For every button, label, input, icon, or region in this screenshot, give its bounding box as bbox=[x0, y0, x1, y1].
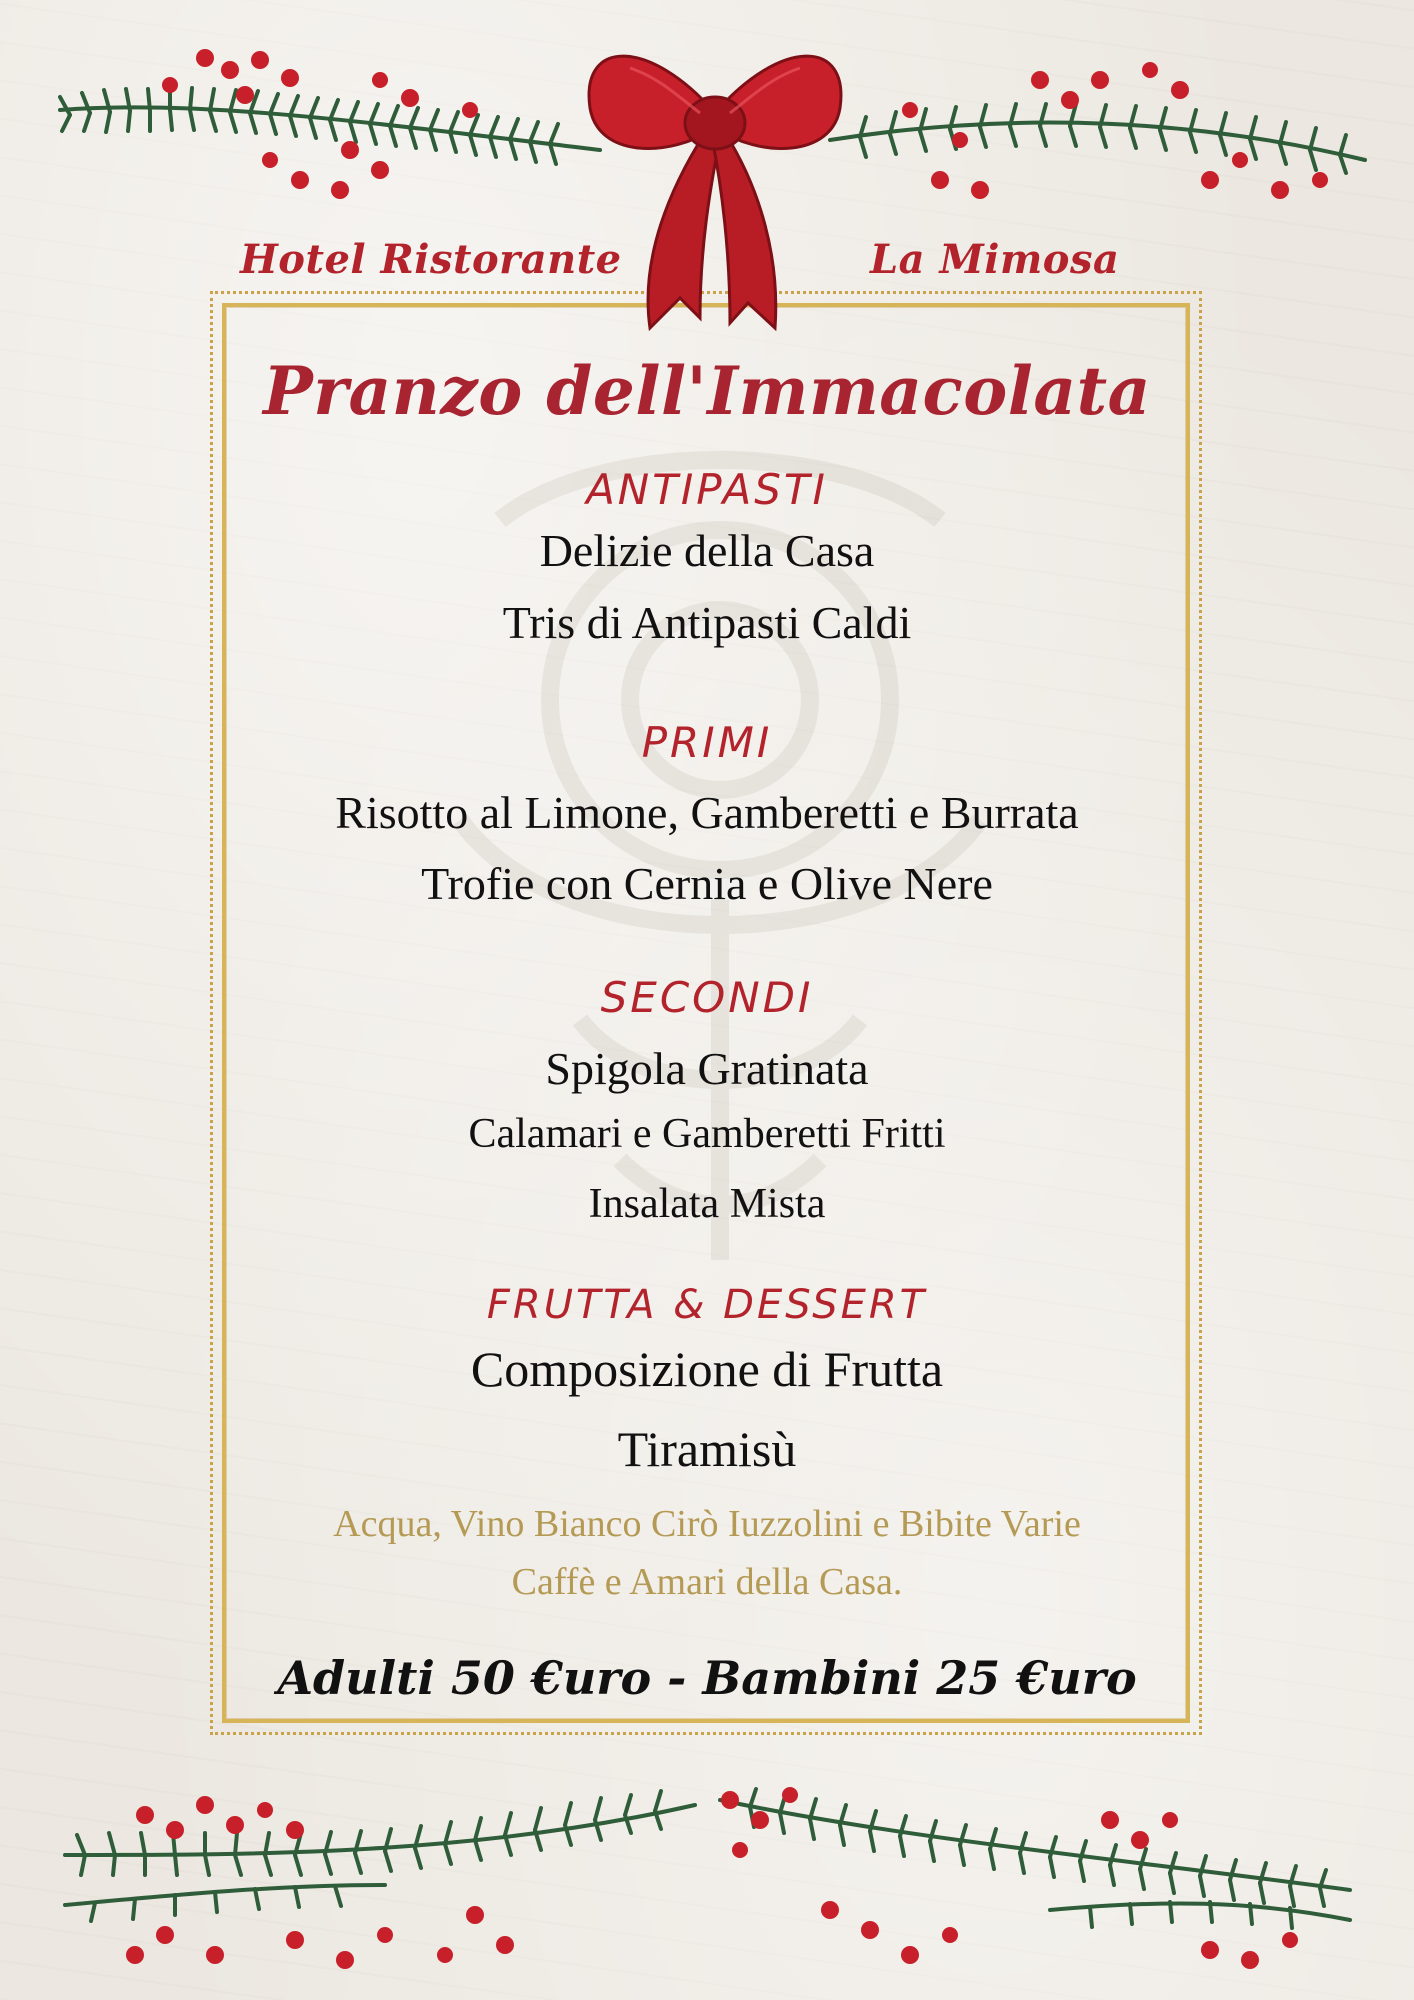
dish-item: Composizione di Frutta bbox=[470, 1341, 944, 1397]
pine-garland-top-right bbox=[820, 40, 1380, 220]
pine-garland-bottom-left bbox=[55, 1785, 705, 1985]
dish-item: Tris di Antipasti Caldi bbox=[502, 597, 912, 648]
price-line: Adulti 50 €uro - Bambini 25 €uro bbox=[277, 1651, 1137, 1705]
dish-item: Delizie della Casa bbox=[539, 525, 875, 576]
drinks-line: Acqua, Vino Bianco Cirò Iuzzolini e Bibite Varie bbox=[333, 1503, 1081, 1545]
section-heading-primi: PRIMI bbox=[641, 718, 773, 767]
section-heading-frutta-dessert: FRUTTA & DESSERT bbox=[486, 1282, 928, 1328]
section-heading-secondi: SECONDI bbox=[600, 973, 814, 1022]
dish-item: Spigola Gratinata bbox=[545, 1043, 869, 1094]
brand-name-right: La Mimosa bbox=[870, 236, 1120, 283]
dish-item: Insalata Mista bbox=[588, 1181, 826, 1227]
pine-garland-bottom-right bbox=[710, 1780, 1360, 1980]
brand-name-left: Hotel Ristorante bbox=[240, 236, 622, 283]
dish-item: Calamari e Gamberetti Fritti bbox=[468, 1111, 946, 1157]
coffee-line: Caffè e Amari della Casa. bbox=[511, 1561, 903, 1603]
menu-title: Pranzo dell'Immacolata bbox=[263, 352, 1151, 430]
dish-item: Trofie con Cernia e Olive Nere bbox=[421, 858, 993, 909]
pine-garland-top-left bbox=[50, 40, 610, 220]
section-heading-antipasti: ANTIPASTI bbox=[586, 465, 828, 514]
dish-item: Tiramisù bbox=[617, 1421, 797, 1477]
red-ribbon-bow bbox=[570, 18, 860, 338]
dish-item: Risotto al Limone, Gamberetti e Burrata bbox=[335, 787, 1079, 838]
